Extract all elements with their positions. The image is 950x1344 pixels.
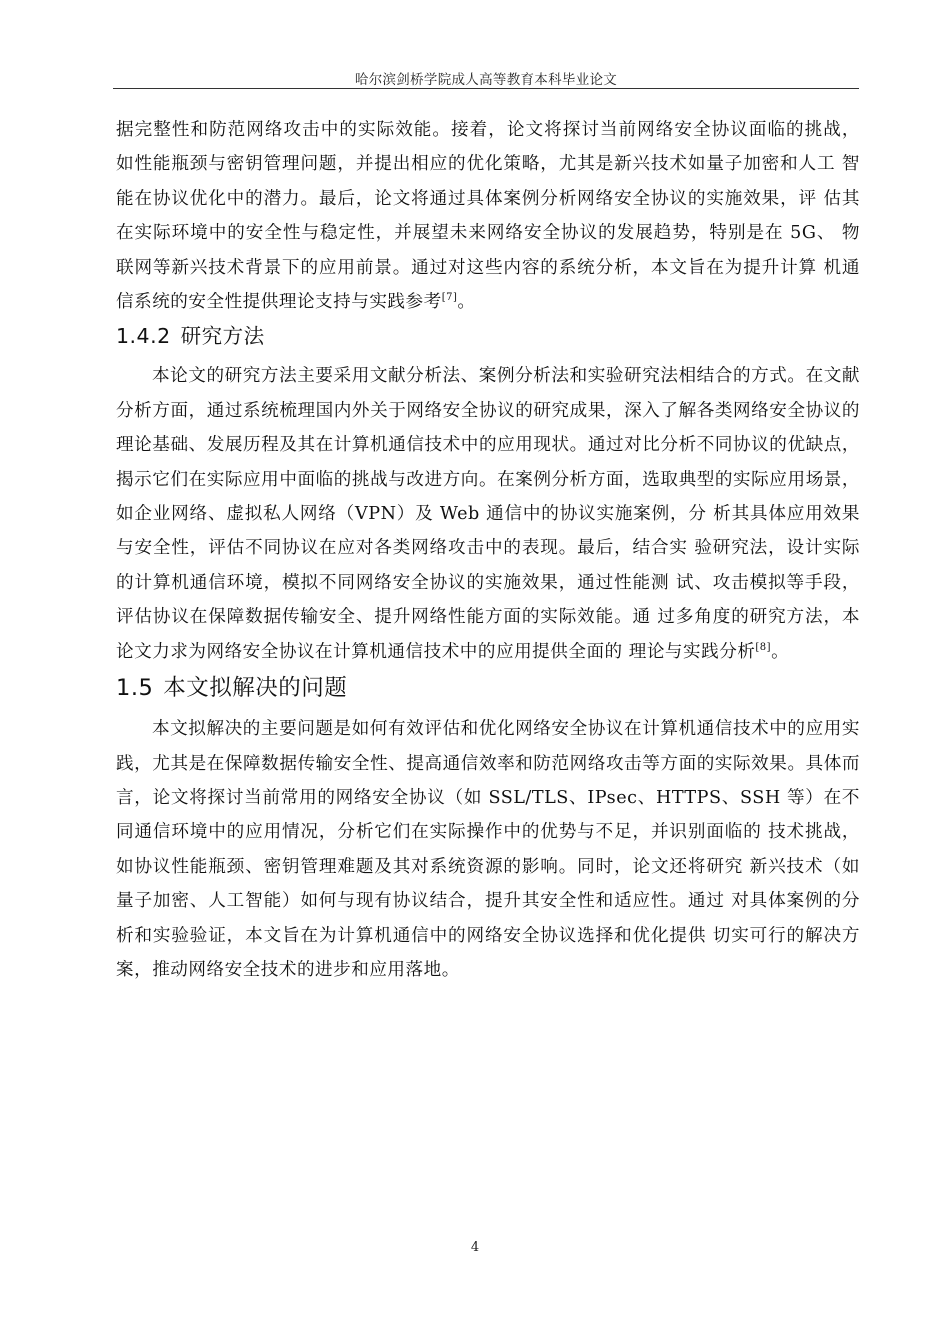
section-heading-1-4-2	[116, 321, 860, 351]
intro-paragraph	[116, 113, 860, 319]
intro-paragraph-end: 。	[457, 292, 476, 313]
section-title-1-4-2: 研究方法	[180, 324, 265, 349]
problem-statement-paragraph: 本文拟解决的主要问题是如何有效评估和优化网络安全协议在计算机通信技术中的应用实践，尤其是在保障数据传输安全性、提高通信效率和防范网络攻击等方面的实际效果。具体而言，论文将探讨当前常用的网络安全协议（如 SSL/TLS、IPsec、HTTPS、SSH 等）在不同通信环境中的应用情况，分析它们在实际操作中的优势与不足，并识别面临的 技术挑战，如协议性能瓶颈、密钥管理难题及其对系统资源的影响。同时，论文还将研究 新兴技术（如量子加密、人工智能）如何与现有协议结合，提升其安全性和适应性。通过 对具体案例的分析和实验验证，本文旨在为计算机通信中的网络安全协议选择和优化提供 切实可行的解决方案，推动网络安全技术的进步和应用落地。	[116, 719, 860, 980]
research-method-end: 。	[771, 641, 790, 662]
section-title-1-5: 本文拟解决的问题	[163, 675, 348, 702]
research-method-paragraph	[116, 359, 860, 669]
research-method-text: 本论文的研究方法主要采用文献分析法、案例分析法和实验研究法相结合的方式。在文献分析方面，通过系统梳理国内外关于网络安全协议的研究成果，深入了解各类网络安全协议的理论基础、发展历程及其在计算机通信技术中的应用现状。通过对比分析不同协议的优缺点，揭示它们在实际应用中面临的挑战与改进方向。在案例分析方面，选取典型的实际应用场景，如企业网络、虚拟私人网络（VPN）及 Web 通信中的协议实施案例，分 析其具体应用效果与安全性，评估不同协议在应对各类网络攻击中的表现。最后，结合实 验研究法，设计实际的计算机通信环境，模拟不同网络安全协议的实施效果，通过性能测 试、攻击模拟等手段，评估协议在保障数据传输安全、提升网络性能方面的实际效能。通 过多角度的研究方法，本论文力求为网络安全协议在计算机通信技术中的应用提供全面的 理论与实践分析	[116, 366, 860, 662]
intro-paragraph-text: 据完整性和防范网络攻击中的实际效能。接着，论文将探讨当前网络安全协议面临的挑战， 如性能瓶颈与密钥管理问题，并提出相应的优化策略，尤其是新兴技术如量子加密和人工 智能在协议优化中的潜力。最后，论文将通过具体案例分析网络安全协议的实施效果，评 估其在实际环境中的安全性与稳定性，并展望未来网络安全协议的发展趋势，特别是在 5G、 物联网等新兴技术背景下的应用前景。通过对这些内容的系统分析，本文旨在为提升计算 机通信系统的安全性提供理论支持与实践参考	[116, 120, 860, 313]
citation-7: [7]	[441, 292, 458, 304]
header-divider	[113, 88, 859, 89]
page-header-title: 哈尔滨剑桥学院成人高等教育本科毕业论文	[354, 72, 618, 88]
citation-8: [8]	[755, 641, 772, 653]
section-number-1-5: 1.5	[116, 675, 154, 702]
page-number: 4	[470, 1240, 480, 1255]
page-content	[116, 113, 860, 987]
section-number-1-4-2: 1.4.2	[116, 324, 171, 349]
section-heading-1-5	[116, 672, 860, 704]
